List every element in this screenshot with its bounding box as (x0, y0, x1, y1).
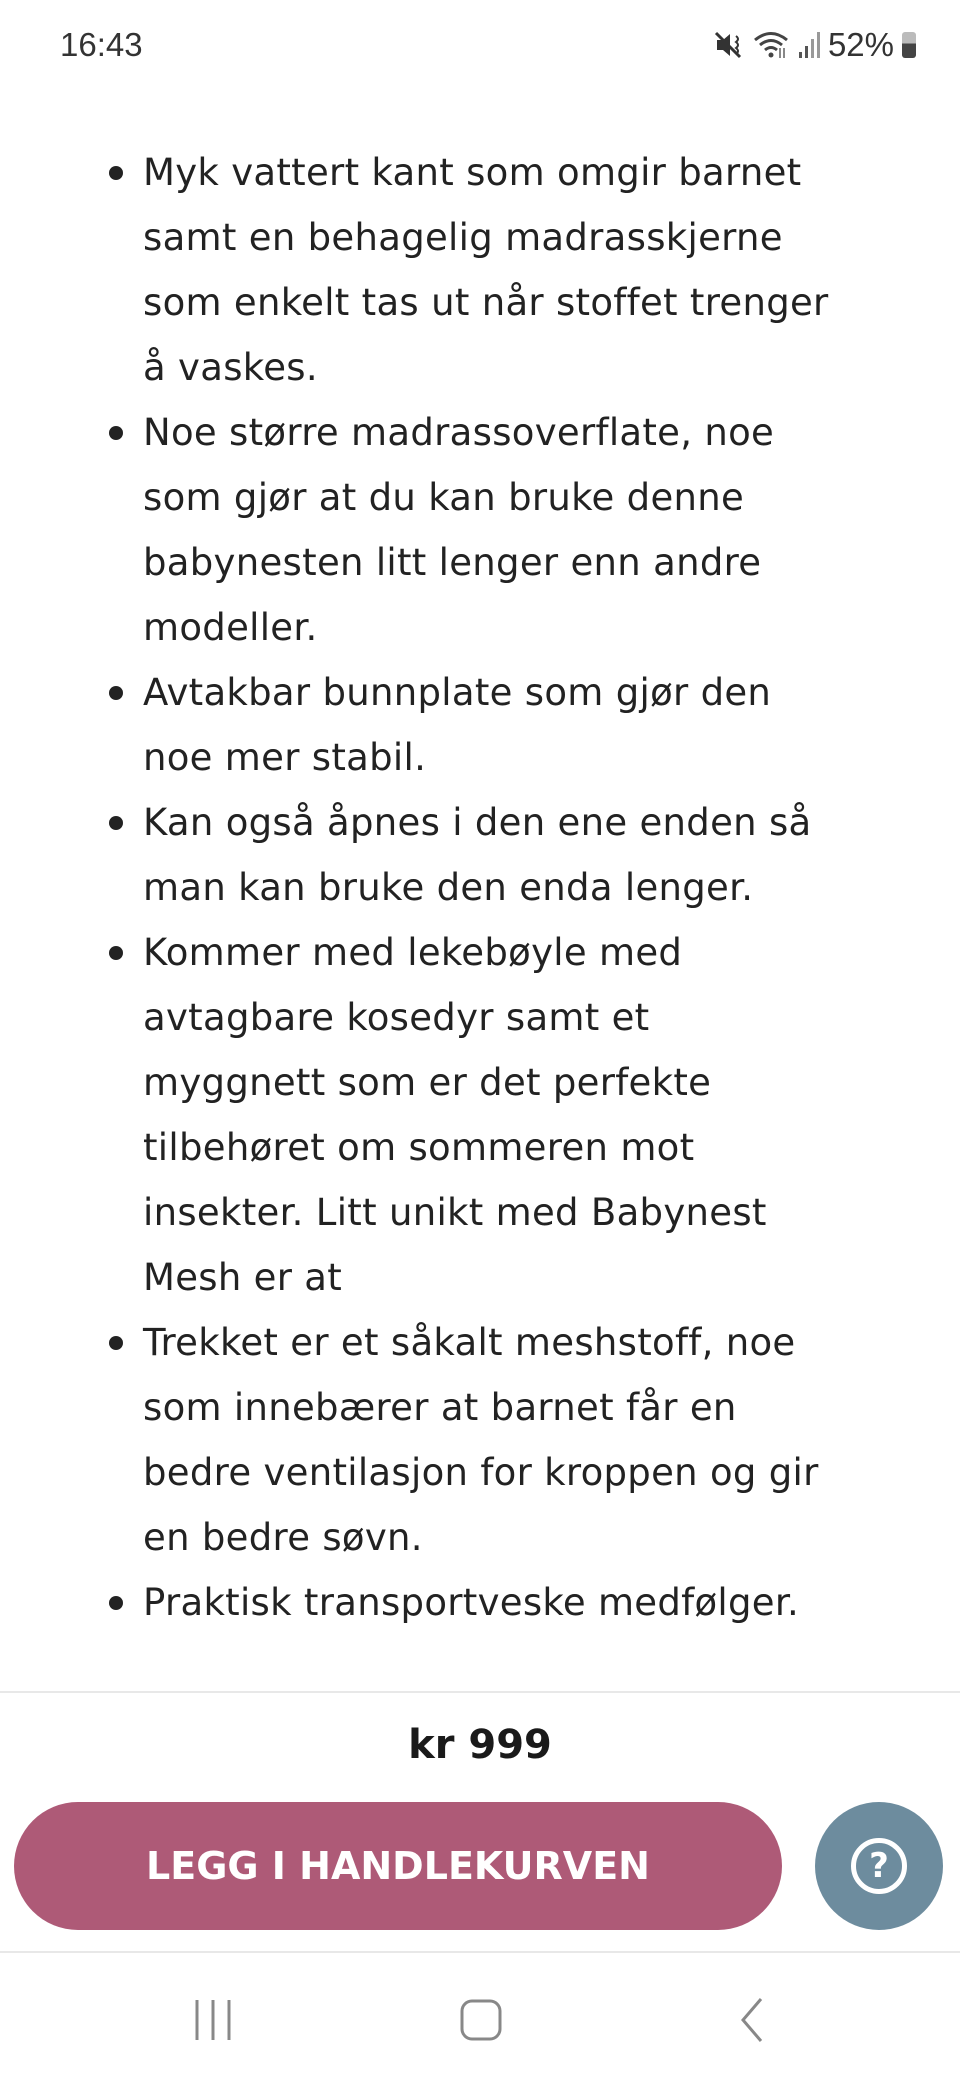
feature-item (0, 1310, 829, 1570)
feature-line: som innebærer at barnet får en (143, 1386, 737, 1429)
divider (0, 1691, 960, 1693)
feature-line: bedre ventilasjon for kroppen og gir (143, 1451, 819, 1494)
divider (0, 1951, 960, 1953)
add-to-cart-button[interactable]: LEGG I HANDLEKURVEN (14, 1802, 782, 1930)
status-bar (0, 0, 960, 95)
feature-line: som gjør at du kan bruke denne (143, 476, 745, 519)
feature-line: Avtakbar bunnplate som gjør den (143, 671, 772, 714)
feature-line: babynesten litt lenger enn andre (143, 541, 762, 584)
feature-list (0, 140, 829, 1635)
home-icon (459, 1998, 503, 2042)
feature-item (0, 400, 829, 660)
feature-item (0, 660, 829, 790)
feature-line: Noe større madrassoverflate, noe (143, 411, 775, 454)
recent-apps-icon (191, 1998, 235, 2042)
back-button[interactable] (712, 1990, 792, 2050)
question-icon: ? (851, 1838, 907, 1894)
feature-line: Trekket er et såkalt meshstoff, noe (143, 1321, 796, 1364)
feature-line: Kommer med lekebøyle med (143, 931, 683, 974)
signal-icon (798, 30, 820, 60)
help-button[interactable] (815, 1802, 943, 1930)
feature-line: myggnett som er det perfekte (143, 1061, 712, 1104)
feature-line: Mesh er at (143, 1256, 343, 1299)
feature-line: Praktisk transportveske medfølger. (143, 1581, 800, 1624)
feature-line: som enkelt tas ut når stoffet trenger (143, 281, 829, 324)
mute-vibrate-icon (714, 30, 744, 60)
back-icon (737, 1997, 767, 2043)
feature-line: å vaskes. (143, 346, 318, 389)
feature-line: insekter. Litt unikt med Babynest (143, 1191, 767, 1234)
status-icons (714, 26, 916, 64)
feature-line: samt en behagelig madrasskjerne (143, 216, 783, 259)
feature-item (0, 1570, 829, 1635)
feature-item (0, 920, 829, 1310)
feature-line: modeller. (143, 606, 318, 649)
feature-line: Kan også åpnes i den ene enden så (143, 801, 812, 844)
battery-percent: 52% (827, 26, 894, 63)
android-nav-bar (0, 1960, 960, 2080)
recent-apps-button[interactable] (173, 1990, 253, 2050)
feature-line: tilbehøret om sommeren mot (143, 1126, 695, 1169)
feature-line: avtagbare kosedyr samt et (143, 996, 650, 1039)
feature-line: en bedre søvn. (143, 1516, 423, 1559)
home-button[interactable] (441, 1990, 521, 2050)
battery-icon (902, 32, 916, 58)
feature-line: noe mer stabil. (143, 736, 427, 779)
price: kr 999 (408, 1722, 552, 1768)
feature-item (0, 790, 829, 920)
feature-line: Myk vattert kant som omgir barnet (143, 151, 802, 194)
status-time: 16:43 (60, 26, 143, 63)
feature-item (0, 140, 829, 400)
feature-line: man kan bruke den enda lenger. (143, 866, 754, 909)
wifi-icon (752, 30, 790, 60)
